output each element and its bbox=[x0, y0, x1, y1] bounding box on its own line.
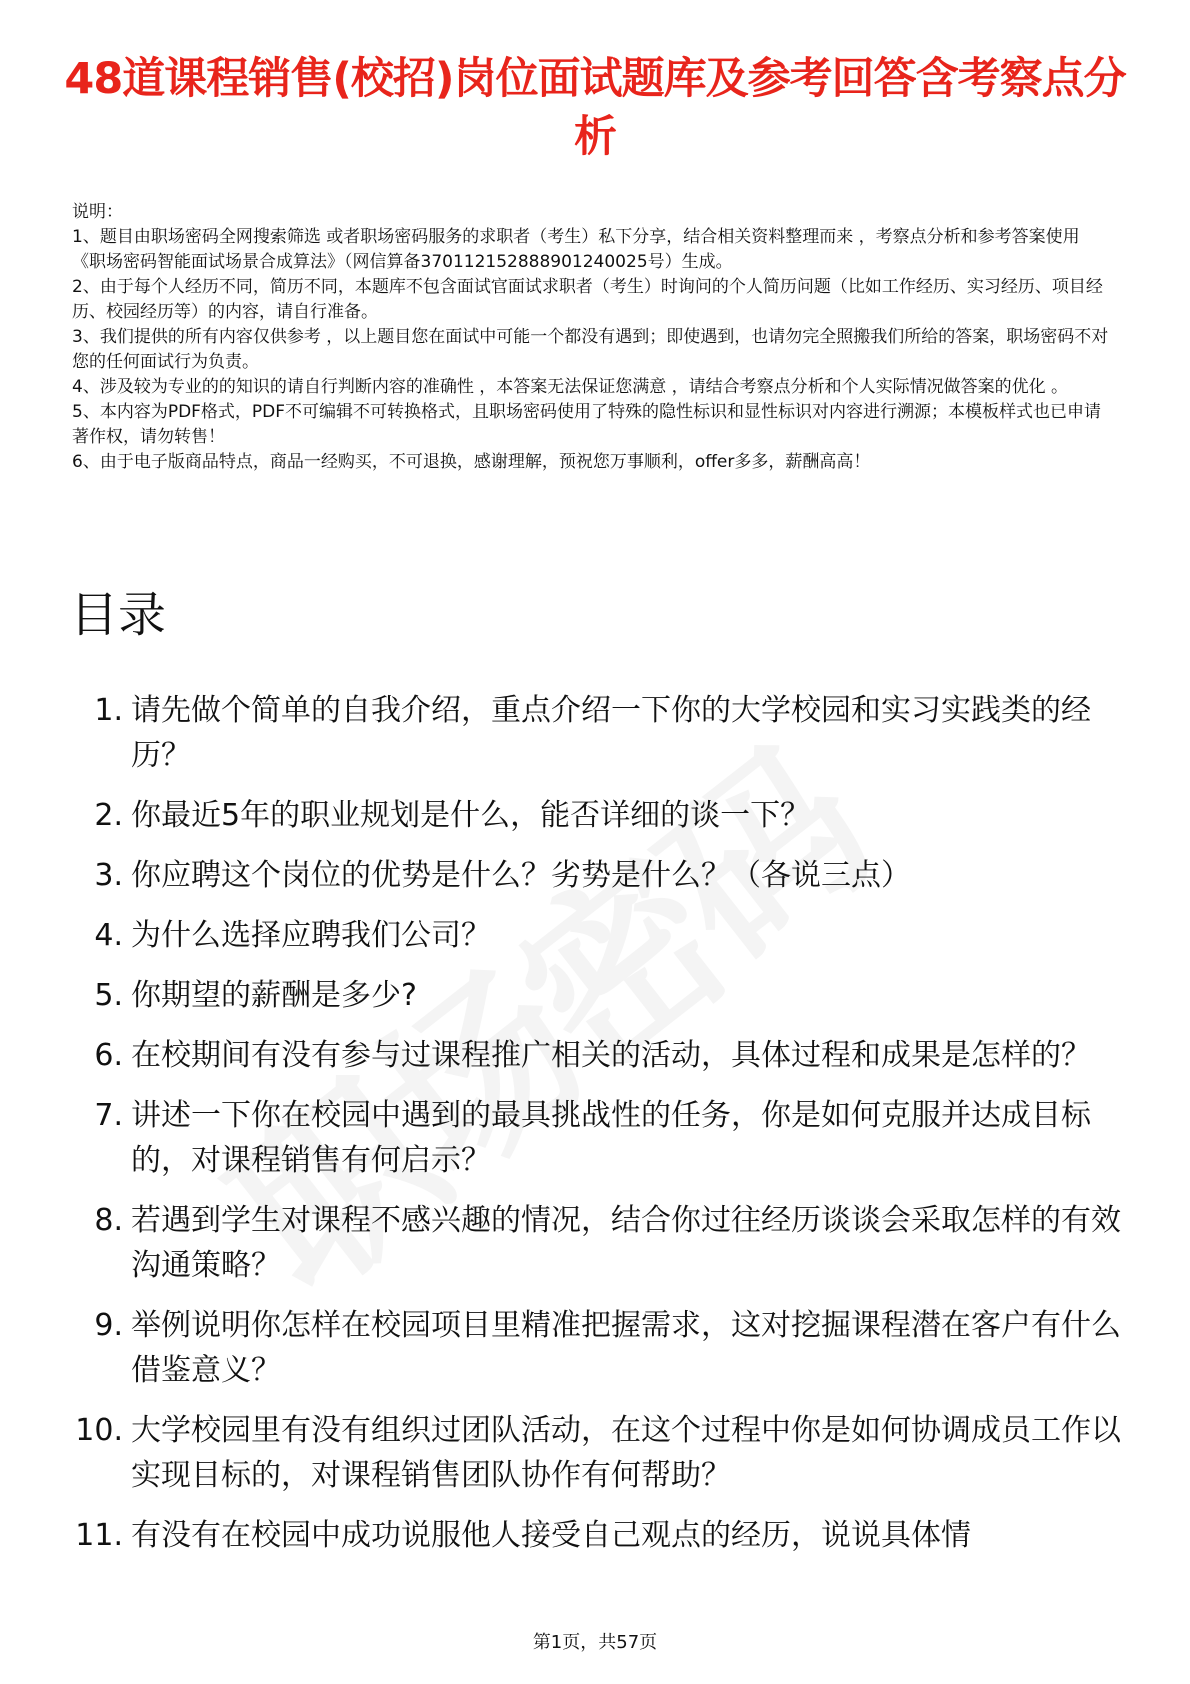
toc-item[interactable] bbox=[60, 973, 1130, 1018]
document-title: 48道课程销售(校招)岗位面试题库及参考回答含考察点分析 bbox=[64, 54, 1126, 162]
toc-item-number: 4. bbox=[94, 918, 123, 953]
notes-section bbox=[72, 200, 1112, 475]
toc-item-text: 为什么选择应聘我们公司？ bbox=[131, 918, 491, 953]
toc-item-number: 2. bbox=[94, 798, 123, 833]
toc-item-text: 讲述一下你在校园中遇到的最具挑战性的任务，你是如何克服并达成目标的，对课程销售有何启示？ bbox=[131, 1098, 1091, 1178]
note-item: 6、由于电子版商品特点，商品一经购买，不可退换，感谢理解，预祝您万事顺利，offer多多，薪酬高高！ bbox=[72, 452, 871, 472]
toc-item-number: 11. bbox=[75, 1518, 123, 1553]
toc-item-number: 1. bbox=[94, 693, 123, 728]
toc-item[interactable] bbox=[60, 793, 1130, 838]
toc-item-text: 有没有在校园中成功说服他人接受自己观点的经历，说说具体情 bbox=[131, 1518, 971, 1553]
toc-item-text: 在校期间有没有参与过课程推广相关的活动，具体过程和成果是怎样的？ bbox=[131, 1038, 1091, 1073]
toc-item-text: 请先做个简单的自我介绍，重点介绍一下你的大学校园和实习实践类的经历？ bbox=[131, 693, 1091, 773]
note-item: 2、由于每个人经历不同，简历不同，本题库不包含面试官面试求职者（考生）时询问的个人简历问题（比如工作经历、实习经历、项目经历、校园经历等）的内容，请自行准备。 bbox=[72, 277, 1103, 322]
toc-item-number: 5. bbox=[94, 978, 123, 1013]
toc-item[interactable] bbox=[60, 1513, 1130, 1558]
toc-item-text: 你应聘这个岗位的优势是什么？劣势是什么？（各说三点） bbox=[131, 858, 911, 893]
toc-heading: 目录 bbox=[70, 587, 167, 643]
note-item: 3、我们提供的所有内容仅供参考 ，以上题目您在面试中可能一个都没有遇到；即使遇到，也请勿完全照搬我们所给的答案，职场密码不对您的任何面试行为负责。 bbox=[72, 327, 1109, 372]
toc-item-number: 10. bbox=[75, 1413, 123, 1448]
toc-item-text: 你期望的薪酬是多少? bbox=[131, 978, 417, 1013]
toc-item[interactable] bbox=[60, 913, 1130, 958]
toc-item[interactable] bbox=[60, 853, 1130, 898]
toc-item-number: 9. bbox=[94, 1308, 123, 1343]
notes-heading: 说明： bbox=[72, 202, 123, 222]
toc-item[interactable] bbox=[60, 688, 1130, 778]
toc-item-text: 若遇到学生对课程不感兴趣的情况，结合你过往经历谈谈会采取怎样的有效沟通策略？ bbox=[131, 1203, 1121, 1283]
toc-item-number: 6. bbox=[94, 1038, 123, 1073]
page-footer: 第1页，共57页 bbox=[532, 1632, 658, 1653]
toc-item-number: 7. bbox=[94, 1098, 123, 1133]
toc-item-text: 你最近5年的职业规划是什么，能否详细的谈一下？ bbox=[131, 798, 811, 833]
toc-item-text: 大学校园里有没有组织过团队活动，在这个过程中你是如何协调成员工作以实现目标的，对课程销售团队协作有何帮助？ bbox=[131, 1413, 1121, 1493]
note-item: 1、题目由职场密码全网搜索筛选 或者职场密码服务的求职者（考生）私下分享，结合相关资料整理而来 ，考察点分析和参考答案使用《职场密码智能面试场景合成算法》（网信算备370112152888901240025号）生成。 bbox=[72, 227, 1080, 272]
toc-item[interactable] bbox=[60, 1093, 1130, 1183]
toc-item[interactable] bbox=[60, 1303, 1130, 1393]
toc-item-text: 举例说明你怎样在校园项目里精准把握需求，这对挖掘课程潜在客户有什么借鉴意义？ bbox=[131, 1308, 1121, 1388]
toc-item[interactable] bbox=[60, 1198, 1130, 1288]
note-item: 5、本内容为PDF格式，PDF不可编辑不可转换格式，且职场密码使用了特殊的隐性标识和显性标识对内容进行溯源；本模板样式也已申请著作权，请勿转售！ bbox=[72, 402, 1102, 447]
note-item: 4、涉及较为专业的的知识的请自行判断内容的准确性 ，本答案无法保证您满意 ，请结合考察点分析和个人实际情况做答案的优化 。 bbox=[72, 377, 1069, 397]
toc-item[interactable] bbox=[60, 1033, 1130, 1078]
toc-item-number: 8. bbox=[94, 1203, 123, 1238]
toc-list bbox=[60, 688, 1130, 1573]
toc-item[interactable] bbox=[60, 1408, 1130, 1498]
toc-item-number: 3. bbox=[94, 858, 123, 893]
